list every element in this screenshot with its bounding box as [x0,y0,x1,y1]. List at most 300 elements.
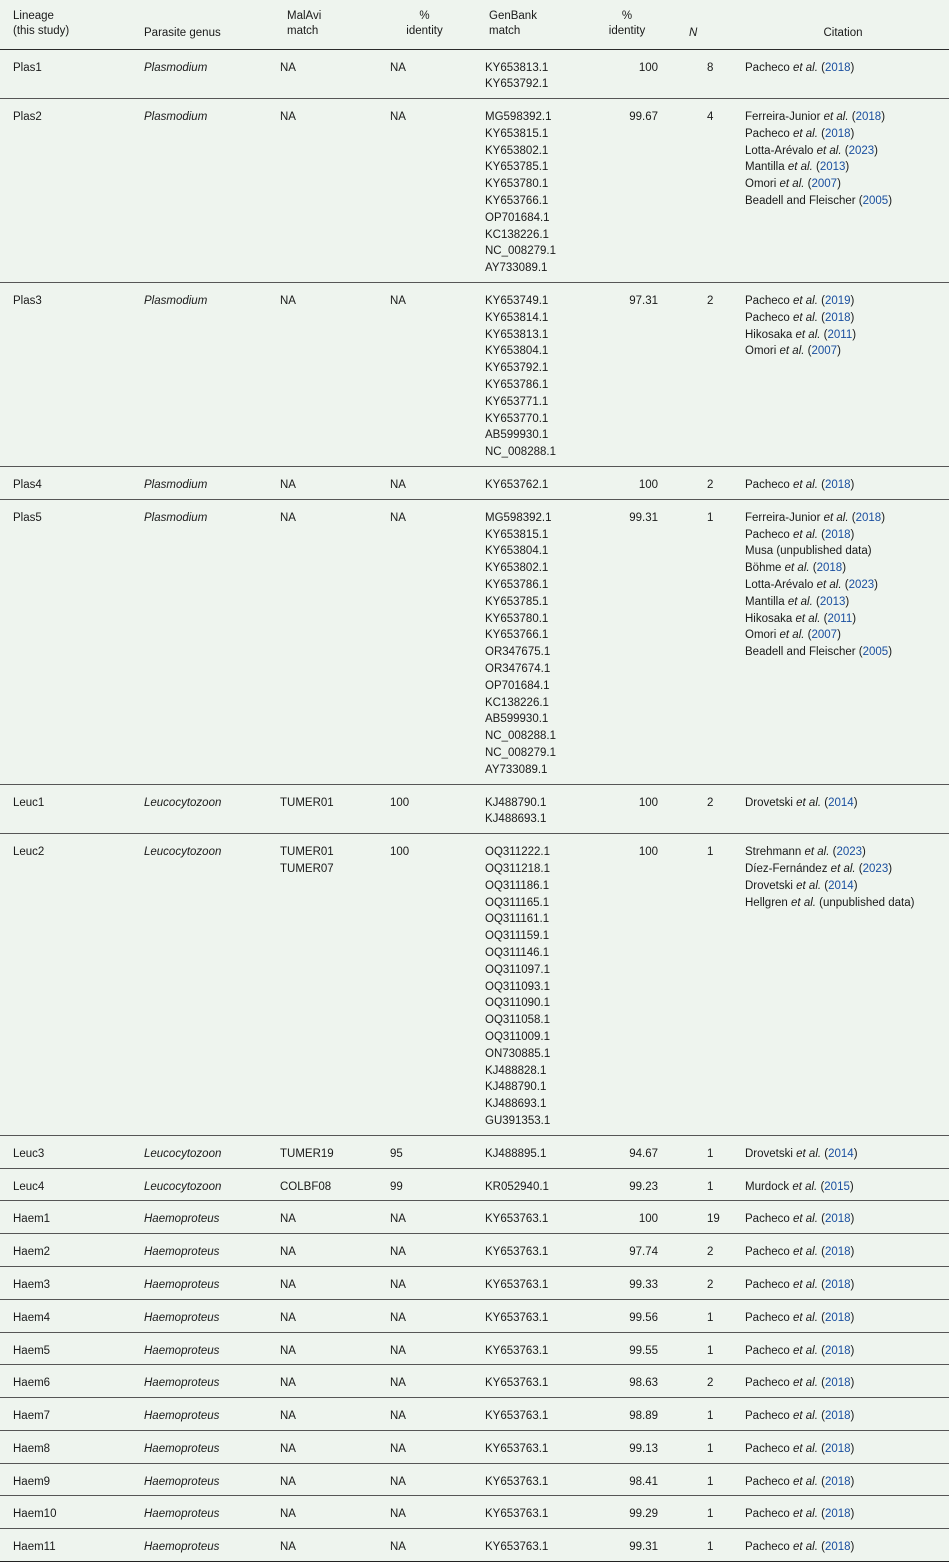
lineage-cell [0,784,144,834]
n-cell [662,1168,737,1201]
malavi-identity: 99 [390,1180,403,1193]
citation-etal: et al. [823,511,849,524]
lineage-name: Plas3 [13,295,42,308]
malavi-identity-cell [377,1430,472,1463]
malavi-cell [267,1135,377,1168]
genbank-cell [472,1496,592,1529]
sample-count: 1 [707,846,714,859]
citation-etal: et al. [792,1442,818,1455]
genus-name: Plasmodium [144,61,208,74]
citation-year-link[interactable]: 2013 [819,595,846,608]
citation-year-link[interactable]: 2014 [828,879,854,892]
citation: Drovetski et al. (2014) [745,796,858,809]
n-cell [662,1430,737,1463]
lineage-name: Plas5 [13,511,42,524]
genus-name: Haemoproteus [144,1541,220,1554]
malavi-match: TUMER01 [280,846,334,859]
genbank-identity-cell [592,784,662,834]
genbank-accession: OR347674.1 [485,663,551,675]
genbank-accession: OQ311165.1 [485,896,550,909]
genbank-identity-cell [592,1234,662,1267]
genbank-accession: KY653763.1 [485,1442,549,1455]
citation: Ferreira-Junior et al. (2018) [745,111,886,124]
genbank-accession: KJ488895.1 [485,1147,547,1160]
genbank-accession: KY653763.1 [485,1541,549,1554]
genbank-accession: KY653792.1 [485,362,549,375]
malavi-identity: 100 [390,796,410,809]
citation: Murdock et al. (2015) [745,1180,854,1193]
citation-author: Ferreira-Junior [745,511,821,524]
n-cell [662,49,737,99]
malavi-match: NA [280,1344,296,1357]
citation-etal: et al. [792,1377,818,1390]
genus-name: Plasmodium [144,111,208,124]
citation-year-link[interactable]: 2014 [828,1147,854,1160]
lineage-cell [0,467,144,500]
genbank-cell [472,1365,592,1398]
genbank-accession: KY653786.1 [485,379,549,392]
lineage-name: Leuc3 [13,1147,45,1160]
malavi-identity-cell [377,1496,472,1529]
genbank-identity: 100 [638,846,658,859]
citation-author: Beadell and Fleischer [745,195,856,208]
malavi-match: NA [280,1311,296,1324]
malavi-identity: 95 [390,1147,403,1160]
citation-etal: et al. [791,896,816,909]
citation-etal: et al. [795,612,821,625]
citation-etal: et al. [779,178,805,191]
genbank-accession: KY653763.1 [485,1344,549,1357]
citation-author: Díez-Fernández [745,862,828,875]
malavi-identity-cell [377,1299,472,1332]
citation-year-link[interactable]: 2018 [824,311,851,324]
genbank-accession: OQ311093.1 [485,980,551,993]
citation-author: Pacheco [745,1442,790,1455]
header-genus: Parasite genus [144,0,267,49]
citation: Díez-Fernández et al. (2023) [745,862,893,875]
citation-cell [737,1299,949,1332]
sample-count: 1 [707,1442,714,1455]
genbank-identity: 100 [638,1213,658,1226]
citation: Pacheco et al. (2019) [745,295,855,308]
genbank-accession: KY653763.1 [485,1377,549,1390]
sample-count: 1 [707,1410,714,1423]
citation-cell [737,1266,949,1299]
citation-cell [737,1529,949,1562]
genus-cell [144,1332,267,1365]
genus-cell [144,99,267,283]
citation-etal: et al. [792,1180,818,1193]
malavi-identity-cell [377,1398,472,1431]
malavi-identity-cell [377,1332,472,1365]
malavi-identity: NA [390,511,406,524]
malavi-identity: 100 [390,846,410,859]
citation-author: Pacheco [745,1213,790,1226]
n-cell [662,1266,737,1299]
citation-author: Pacheco [745,479,790,492]
malavi-match: NA [280,1278,296,1291]
sample-count: 2 [707,479,714,492]
malavi-identity: NA [390,1311,406,1324]
citation-year-link[interactable]: 2018 [824,1246,851,1259]
citation-year-link[interactable]: 2005 [862,646,889,659]
genus-name: Haemoproteus [144,1475,220,1488]
table-row [0,784,949,834]
genus-name: Haemoproteus [144,1246,220,1259]
genbank-cell [472,1398,592,1431]
malavi-match: NA [280,479,296,492]
genbank-accession: KY653763.1 [485,1213,549,1226]
lineage-name: Leuc2 [13,846,45,859]
genbank-accession: KY653815.1 [485,528,549,541]
malavi-match: NA [280,1377,296,1390]
lineage-cell [0,1234,144,1267]
lineage-cell [0,1332,144,1365]
citation-etal: et al. [792,1278,818,1291]
citation-year-link[interactable]: 2018 [824,1278,851,1291]
lineage-cell [0,1496,144,1529]
citation-year-link[interactable]: 2007 [811,629,838,642]
header-malavi: MalAvi match [267,0,377,49]
genbank-identity: 97.74 [629,1246,658,1259]
genus-cell [144,1299,267,1332]
lineage-cell [0,1201,144,1234]
genbank-identity-cell [592,499,662,784]
citation-author: Pacheco [745,295,790,308]
citation-year-link[interactable]: 2014 [828,796,854,809]
lineage-name: Haem7 [13,1410,51,1423]
sample-count: 4 [707,111,714,124]
citation-author: Pacheco [745,1246,790,1259]
table-row [0,1234,949,1267]
citation-year-link[interactable]: 2005 [862,195,889,208]
citation-etal: et al. [792,479,818,492]
citation-author: Pacheco [745,1541,790,1554]
genbank-identity: 98.63 [629,1377,658,1390]
citation-author: Pacheco [745,1311,790,1324]
malavi-identity-cell [377,499,472,784]
genus-cell [144,1529,267,1562]
genbank-accession: OQ311090.1 [485,997,551,1010]
genbank-identity-cell [592,99,662,283]
malavi-cell [267,99,377,283]
citation: Omori et al. (2007) [745,178,841,191]
malavi-identity: NA [390,1541,406,1554]
genbank-identity: 97.31 [629,295,658,308]
malavi-match: NA [280,295,296,308]
citation-year-link[interactable]: 2018 [824,1475,851,1488]
genbank-cell [472,1266,592,1299]
malavi-identity-cell [377,1266,472,1299]
genbank-identity: 99.23 [629,1180,658,1193]
citation-author: Hellgren [745,896,788,909]
genbank-identity-cell [592,49,662,99]
malavi-identity-cell [377,1168,472,1201]
malavi-cell [267,1299,377,1332]
citation: Pacheco et al. (2018) [745,1541,855,1554]
genbank-identity-cell [592,467,662,500]
malavi-identity-cell [377,1135,472,1168]
malavi-match: TUMER19 [280,1147,334,1160]
citation-author: Drovetski [745,1147,793,1160]
malavi-cell [267,283,377,467]
lineage-name: Haem3 [13,1278,51,1291]
lineage-cell [0,1529,144,1562]
citation-year-link[interactable]: 2019 [824,295,851,308]
citation-etal: et al. [804,846,830,859]
n-cell [662,1332,737,1365]
citation-year-link[interactable]: 2018 [855,511,882,524]
genbank-accession: KY653786.1 [485,579,549,592]
citation-cell [737,1201,949,1234]
genbank-cell [472,1201,592,1234]
citation-year-link[interactable]: 2018 [824,1410,851,1423]
malavi-identity-cell [377,49,472,99]
malavi-match: TUMER07 [280,862,334,875]
malavi-identity-cell [377,99,472,283]
lineage-name: Leuc4 [13,1180,45,1193]
genbank-accession: KY653804.1 [485,545,549,558]
genbank-identity: 99.33 [629,1278,658,1291]
genbank-accession: KY653749.1 [485,295,549,308]
citation-author: Omori [745,345,777,358]
sample-count: 2 [707,295,714,308]
citation-author: Mantilla [745,595,785,608]
lineage-name: Haem4 [13,1311,51,1324]
lineage-cell [0,1430,144,1463]
lineage-cell [0,49,144,99]
citation-etal: et al. [787,161,813,174]
genbank-cell [472,1430,592,1463]
genbank-accession: KY653763.1 [485,1278,549,1291]
genbank-accession: OQ311186.1 [485,879,550,892]
citation-etal: et al. [792,1541,818,1554]
malavi-cell [267,1365,377,1398]
malavi-identity-cell [377,784,472,834]
citation-etal: et al. [792,127,818,140]
citation: Pacheco et al. (2018) [745,1311,855,1324]
genbank-accession: KY653771.1 [485,395,549,408]
citation-etal: et al. [779,345,805,358]
citation-year-link[interactable]: 2011 [827,328,853,341]
citation-cell [737,1168,949,1201]
genbank-accession: KY653802.1 [485,562,549,575]
citation: Pacheco et al. (2018) [745,61,855,74]
lineage-cell [0,1266,144,1299]
table-row [0,1398,949,1431]
genbank-accession: KY653815.1 [485,127,549,140]
citation-cell [737,499,949,784]
genbank-identity-cell [592,1496,662,1529]
citation-year-link[interactable]: 2018 [824,479,851,492]
citation: Strehmann et al. (2023) [745,846,866,859]
sample-count: 1 [707,511,714,524]
citation: Beadell and Fleischer (2005) [745,195,893,208]
genus-cell [144,283,267,467]
citation: Pacheco et al. (2018) [745,1246,855,1259]
citation-author: Böhme [745,562,782,575]
genbank-cell [472,467,592,500]
genbank-cell [472,834,592,1136]
genbank-accession: KY653780.1 [485,178,549,191]
genbank-accession: KY653785.1 [485,161,549,174]
citation-etal: et al. [816,144,842,157]
citation-year-link[interactable]: 2018 [824,528,851,541]
genbank-accession: OQ311097.1 [485,963,551,976]
citation-year-link[interactable]: 2011 [827,612,853,625]
lineage-name: Haem5 [13,1344,51,1357]
lineage-name: Haem1 [13,1213,51,1226]
genbank-identity: 99.55 [629,1344,658,1357]
genus-cell [144,467,267,500]
genbank-accession: KY653763.1 [485,1508,549,1521]
citation-year-link[interactable]: 2023 [848,579,875,592]
lineage-name: Haem2 [13,1246,51,1259]
genbank-accession: KY653763.1 [485,1410,549,1423]
lineage-cell [0,1168,144,1201]
genus-cell [144,1168,267,1201]
malavi-identity-cell [377,834,472,1136]
table-row [0,1266,949,1299]
genus-cell [144,1234,267,1267]
genbank-accession: KJ488693.1 [485,813,547,826]
citation: Lotta-Arévalo et al. (2023) [745,144,879,157]
malavi-match: NA [280,1442,296,1455]
genus-name: Haemoproteus [144,1377,220,1390]
genus-cell [144,784,267,834]
genbank-accession: KY653813.1 [485,328,549,341]
citation-year-link[interactable]: 2018 [824,1311,851,1324]
genbank-accession: OQ311218.1 [485,862,551,875]
table-row [0,1168,949,1201]
malavi-identity-cell [377,1234,472,1267]
table-row [0,49,949,99]
malavi-match: NA [280,61,296,74]
citation-etal: et al. [830,862,856,875]
citation: Pacheco et al. (2018) [745,479,855,492]
genbank-cell [472,1135,592,1168]
malavi-identity: NA [390,1410,406,1423]
citation-year-link[interactable]: 2018 [824,61,851,74]
genbank-accession: OP701684.1 [485,679,550,692]
malavi-match: NA [280,1246,296,1259]
table-row [0,1496,949,1529]
citation-year-link[interactable]: 2018 [824,1344,851,1357]
malavi-cell [267,467,377,500]
sample-count: 1 [707,1311,714,1324]
citation-author: Mantilla [745,161,785,174]
sample-count: 2 [707,796,714,809]
citation-year-link[interactable]: 2018 [824,1508,851,1521]
citation-etal: et al. [795,328,821,341]
citation-cell [737,834,949,1136]
citation-year-link[interactable]: 2023 [848,144,875,157]
header-citation: Citation [737,0,949,49]
genbank-identity: 100 [638,479,658,492]
citation-year-link[interactable]: 2018 [855,111,882,124]
genbank-accession: NC_008279.1 [485,245,556,258]
citation: Beadell and Fleischer (2005) [745,646,893,659]
genbank-accession: OQ311222.1 [485,846,551,859]
citation-year-link[interactable]: 2018 [816,562,843,575]
n-cell [662,499,737,784]
citation-year-link[interactable]: 2023 [836,846,863,859]
lineage-cell [0,1365,144,1398]
lineage-cell [0,834,144,1136]
citation-author: Musa (unpublished data) [745,545,872,558]
genbank-accession: KJ488790.1 [485,1081,547,1094]
genus-cell [144,1365,267,1398]
genbank-identity-cell [592,1529,662,1562]
citation-etal: et al. [792,1508,818,1521]
citation-author: Hikosaka [745,612,793,625]
malavi-identity-cell [377,1529,472,1562]
citation-year-link[interactable]: 2018 [824,1442,851,1455]
citation: Pacheco et al. (2018) [745,1475,855,1488]
lineage-cell [0,99,144,283]
genbank-accession: KJ488790.1 [485,796,547,809]
table-row [0,499,949,784]
genbank-identity-cell [592,1168,662,1201]
citation-year-link[interactable]: 2015 [824,1180,850,1193]
genbank-identity-cell [592,1266,662,1299]
genus-name: Leucocytozoon [144,796,222,809]
genbank-accession: AB599930.1 [485,713,549,726]
genbank-identity-cell [592,1201,662,1234]
citation: Pacheco et al. (2018) [745,528,855,541]
sample-count: 19 [707,1213,720,1226]
citation: Pacheco et al. (2018) [745,1508,855,1521]
citation-year-link[interactable]: 2023 [862,862,889,875]
malavi-cell [267,1398,377,1431]
citation: Mantilla et al. (2013) [745,595,850,608]
citation-cell [737,467,949,500]
citation [745,895,917,912]
genbank-identity-cell [592,1463,662,1496]
n-cell [662,1496,737,1529]
citation-year-link[interactable]: 2018 [824,127,851,140]
table-row [0,1463,949,1496]
citation-cell [737,1398,949,1431]
citation-year-link[interactable]: 2007 [811,345,838,358]
table-row [0,1201,949,1234]
citation-year-link[interactable]: 2018 [824,1541,851,1554]
citation: Drovetski et al. (2014) [745,879,858,892]
n-cell [662,784,737,834]
table-row [0,1430,949,1463]
citation-year-link[interactable]: 2007 [811,178,838,191]
citation-year-link[interactable]: 2018 [824,1213,851,1226]
citation-year-link[interactable]: 2013 [819,161,846,174]
genbank-identity-cell [592,1299,662,1332]
genbank-cell [472,1463,592,1496]
citation-cell [737,1234,949,1267]
malavi-match: NA [280,1541,296,1554]
citation-etal: et al. [792,1344,818,1357]
genbank-identity: 100 [638,796,658,809]
genbank-identity-cell [592,283,662,467]
genbank-accession: KY653804.1 [485,345,549,358]
citation-year-link[interactable]: 2018 [824,1377,851,1390]
genbank-accession: KC138226.1 [485,228,549,241]
genus-name: Haemoproteus [144,1278,220,1291]
genbank-identity: 99.31 [629,1541,658,1554]
genus-cell [144,1201,267,1234]
genbank-identity: 94.67 [629,1147,658,1160]
citation-author: Strehmann [745,846,802,859]
genus-name: Plasmodium [144,295,208,308]
malavi-identity: NA [390,1508,406,1521]
